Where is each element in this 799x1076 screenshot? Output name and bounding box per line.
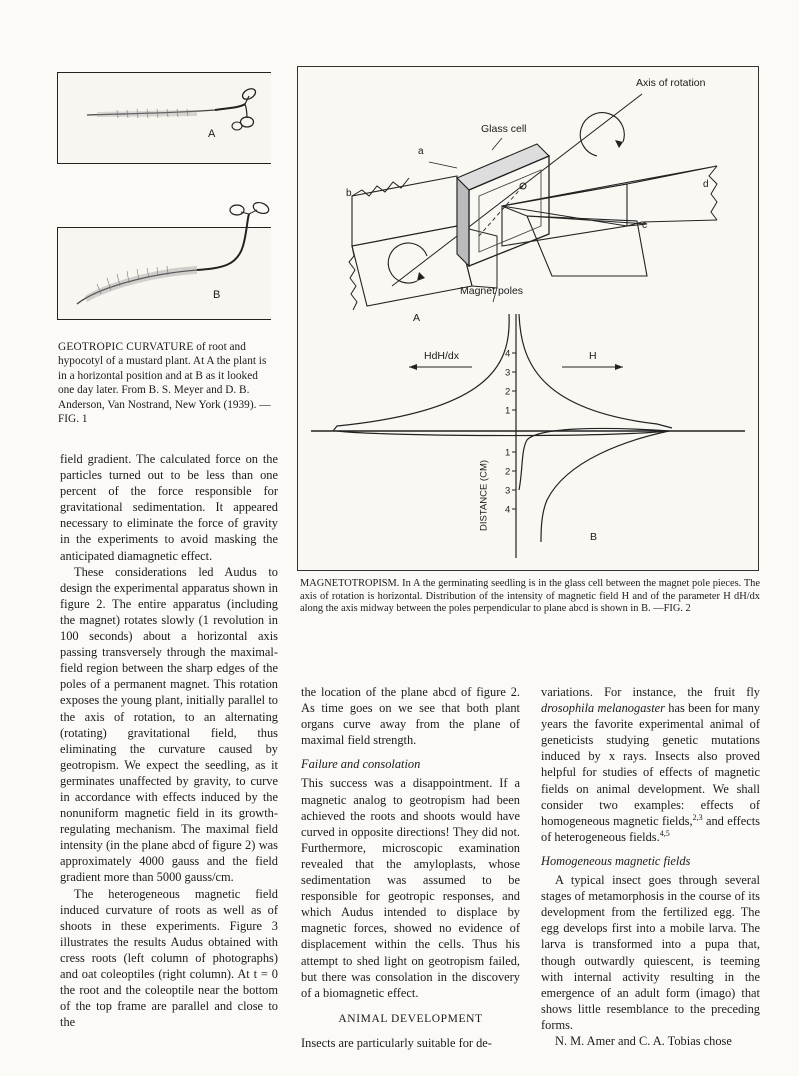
column-2-paragraph-1: the location of the plane abcd of figure 2. As time goes on we see that both plant organs curve away from the plane of maximal field strength. [301,685,520,748]
species-name: drosophila melanogaster [541,701,665,716]
tick-label-below-2: 2 [505,466,511,478]
column-1-paragraph-3: The heterogeneous magnetic field induced curvature of roots as well as of shoots in these experiments. Figure 3 illustrates the results Audus obtained with cress roots (left column of photographs) and oat coleoptiles (right column). At t = 0 the root and the coleoptile near the bottom of the top frame are parallel and close to the [60,886,278,1030]
column-3-text-b: has been for many years the favorite experimental animal of geneticists studying genetic mutations induced by x rays. Insects also proved helpful for studies of effects of magnetic fields on animal development. We shall consider two examples: effects of homogeneous magnetic fields, [541,701,760,828]
hdhdx-arrowhead [409,364,417,370]
figure-1-caption [58,340,276,426]
citation-2-3: 2,3 [692,812,703,822]
series-hdhdx-curve-left [333,314,509,431]
figure-2-caption [300,578,760,616]
column-3-paragraph-2: A typical insect goes through several stages of metamorphosis in the course of its development from the fertilized egg. The egg develops first into a mobile larva. The larva is transformed into a pupa that, though outwardly quiescent, is teeming with internal activity resulting in the emergence of an adult form (imago) that shows little resemblance to the preceding forms. [541,873,760,1032]
series-h-curve [337,428,669,490]
h-arrowhead [615,364,623,370]
figure-2-letter-a: a [418,146,424,157]
section-heading-animal-development: ANIMAL DEVELOPMENT [338,1012,483,1025]
figure-2-letter-d: d [703,179,709,190]
figure-1b-seedling-drawing [57,196,272,320]
figure-2-caption-text: In A the germinating seedling is in the glass cell between the magnet pole pieces. The axis of rotation is horizontal. Distribution of the intensity of magnetic field H and of the parameter H dH/dx along the axis midway between the poles perpendicular to plane abcd is shown in B. —FIG. 2 [300,578,760,615]
text-column-1 [60,451,278,1030]
figure-1a-seedling-drawing [57,72,272,164]
tick-label-above-2: 2 [505,386,511,398]
figure-2-distance-label: DISTANCE (CM) [478,459,490,532]
column-2-paragraph-2: This success was a disappointment. If a magnetic analog to geotropism had been achieved the roots and shoots would have curved in opposite directions! They did not. Furthermore, microscopic examination revealed that the amyloplasts, whose sedimentation was assumed to be responsible for geotropic responses, and which Audus intended to displace by magnetic forces, showed no evidence of displacement within the cells. Thus his attempt to shed light on geotropism failed, but there was consolation in the discovery of a biomagnetic effect. [301,776,520,1000]
figure-2-h-label: H [589,350,597,362]
figure-2-panel-a-label: A [413,312,421,324]
tick-label-above-4: 4 [505,348,511,360]
figure-2-panel-b-label: B [590,531,598,543]
column-1-paragraph-1: field gradient. The calculated force on the particles turned out to be less than one percent of the force responsible for gravitational sedimentation. It appeared necessary to eliminate the force of gravity in the experiments to avoid masking the anticipated diamagnetic effect. [60,452,278,563]
figure-2-magnet-poles-label: Magnet poles [460,285,524,297]
tick-label-above-1: 1 [505,405,511,417]
figure-2-axis-of-rotation-label: Axis of rotation [636,77,706,89]
tick-label-above-3: 3 [505,367,511,379]
column-3-text-a: variations. For instance, the fruit fly [541,685,760,699]
figure-2-letter-c: c [642,220,647,231]
figure-1b-label: B [213,289,221,301]
column-3-text-c: and effects of heterogeneous fields. [541,813,760,844]
section-heading-failure: Failure and consolation [301,757,421,772]
figure-1-caption-text: of root and hypocotyl of a mustard plant. At A the plant is in a horizontal position and at B as it looked one day later. From B. S. Meyer and D. B. Anderson, Van Nostrand, New York (1939). —FIG. 1 [58,341,271,426]
tick-label-below-4: 4 [505,504,511,516]
text-column-3 [541,684,760,1049]
figure-1a-label: A [208,128,216,140]
series-hdhdx-curve-right [519,314,672,428]
figure-2-field-chart [297,300,757,570]
text-column-2 [301,684,520,1051]
figure-2-glass-cell-label: Glass cell [481,123,527,135]
column-3-paragraph-3: N. M. Amer and C. A. Tobias chose [555,1033,732,1048]
figure-2-letter-b: b [346,188,352,199]
figure-1-caption-lead: GEOTROPIC CURVATURE [58,341,194,353]
column-1-paragraph-2: These considerations led Audus to design the experimental apparatus shown in figure 2. The entire apparatus (including the magnet) rotates slowly (1 revolution in 100 seconds) about a horizontal axis passing transversely through the maximal-field region between the sharp edges of the poles of a permanent magnet. This rotation exposes the young plant, initially parallel to the axis of rotation, to an alternating (rotating) gravitational field, thus eliminating the curvature caused by geotropism. We expect the seedling, as it germinates unaffected by gravity, to curve in accordance with effects induced by the nonuniform magnetic field in its growth-regulating mechanism. The maximal field intensity (in the plane abcd of figure 2) was approximately 4000 gauss and the field gradient more than 5000 gauss/cm. [60,564,278,885]
series-h-curve-lower [541,431,669,542]
figure-2-caption-lead: MAGNETOTROPISM. [300,578,400,589]
column-2-paragraph-3: Insects are particularly suitable for de- [301,1035,492,1050]
figure-2-hdh-label: HdH/dx [424,350,460,362]
citation-4-5: 4,5 [659,828,670,838]
tick-label-below-3: 3 [505,485,511,497]
section-heading-homogeneous: Homogeneous magnetic fields [541,853,691,868]
tick-label-below-1: 1 [505,447,511,459]
column-3-paragraph-1 [541,684,760,845]
